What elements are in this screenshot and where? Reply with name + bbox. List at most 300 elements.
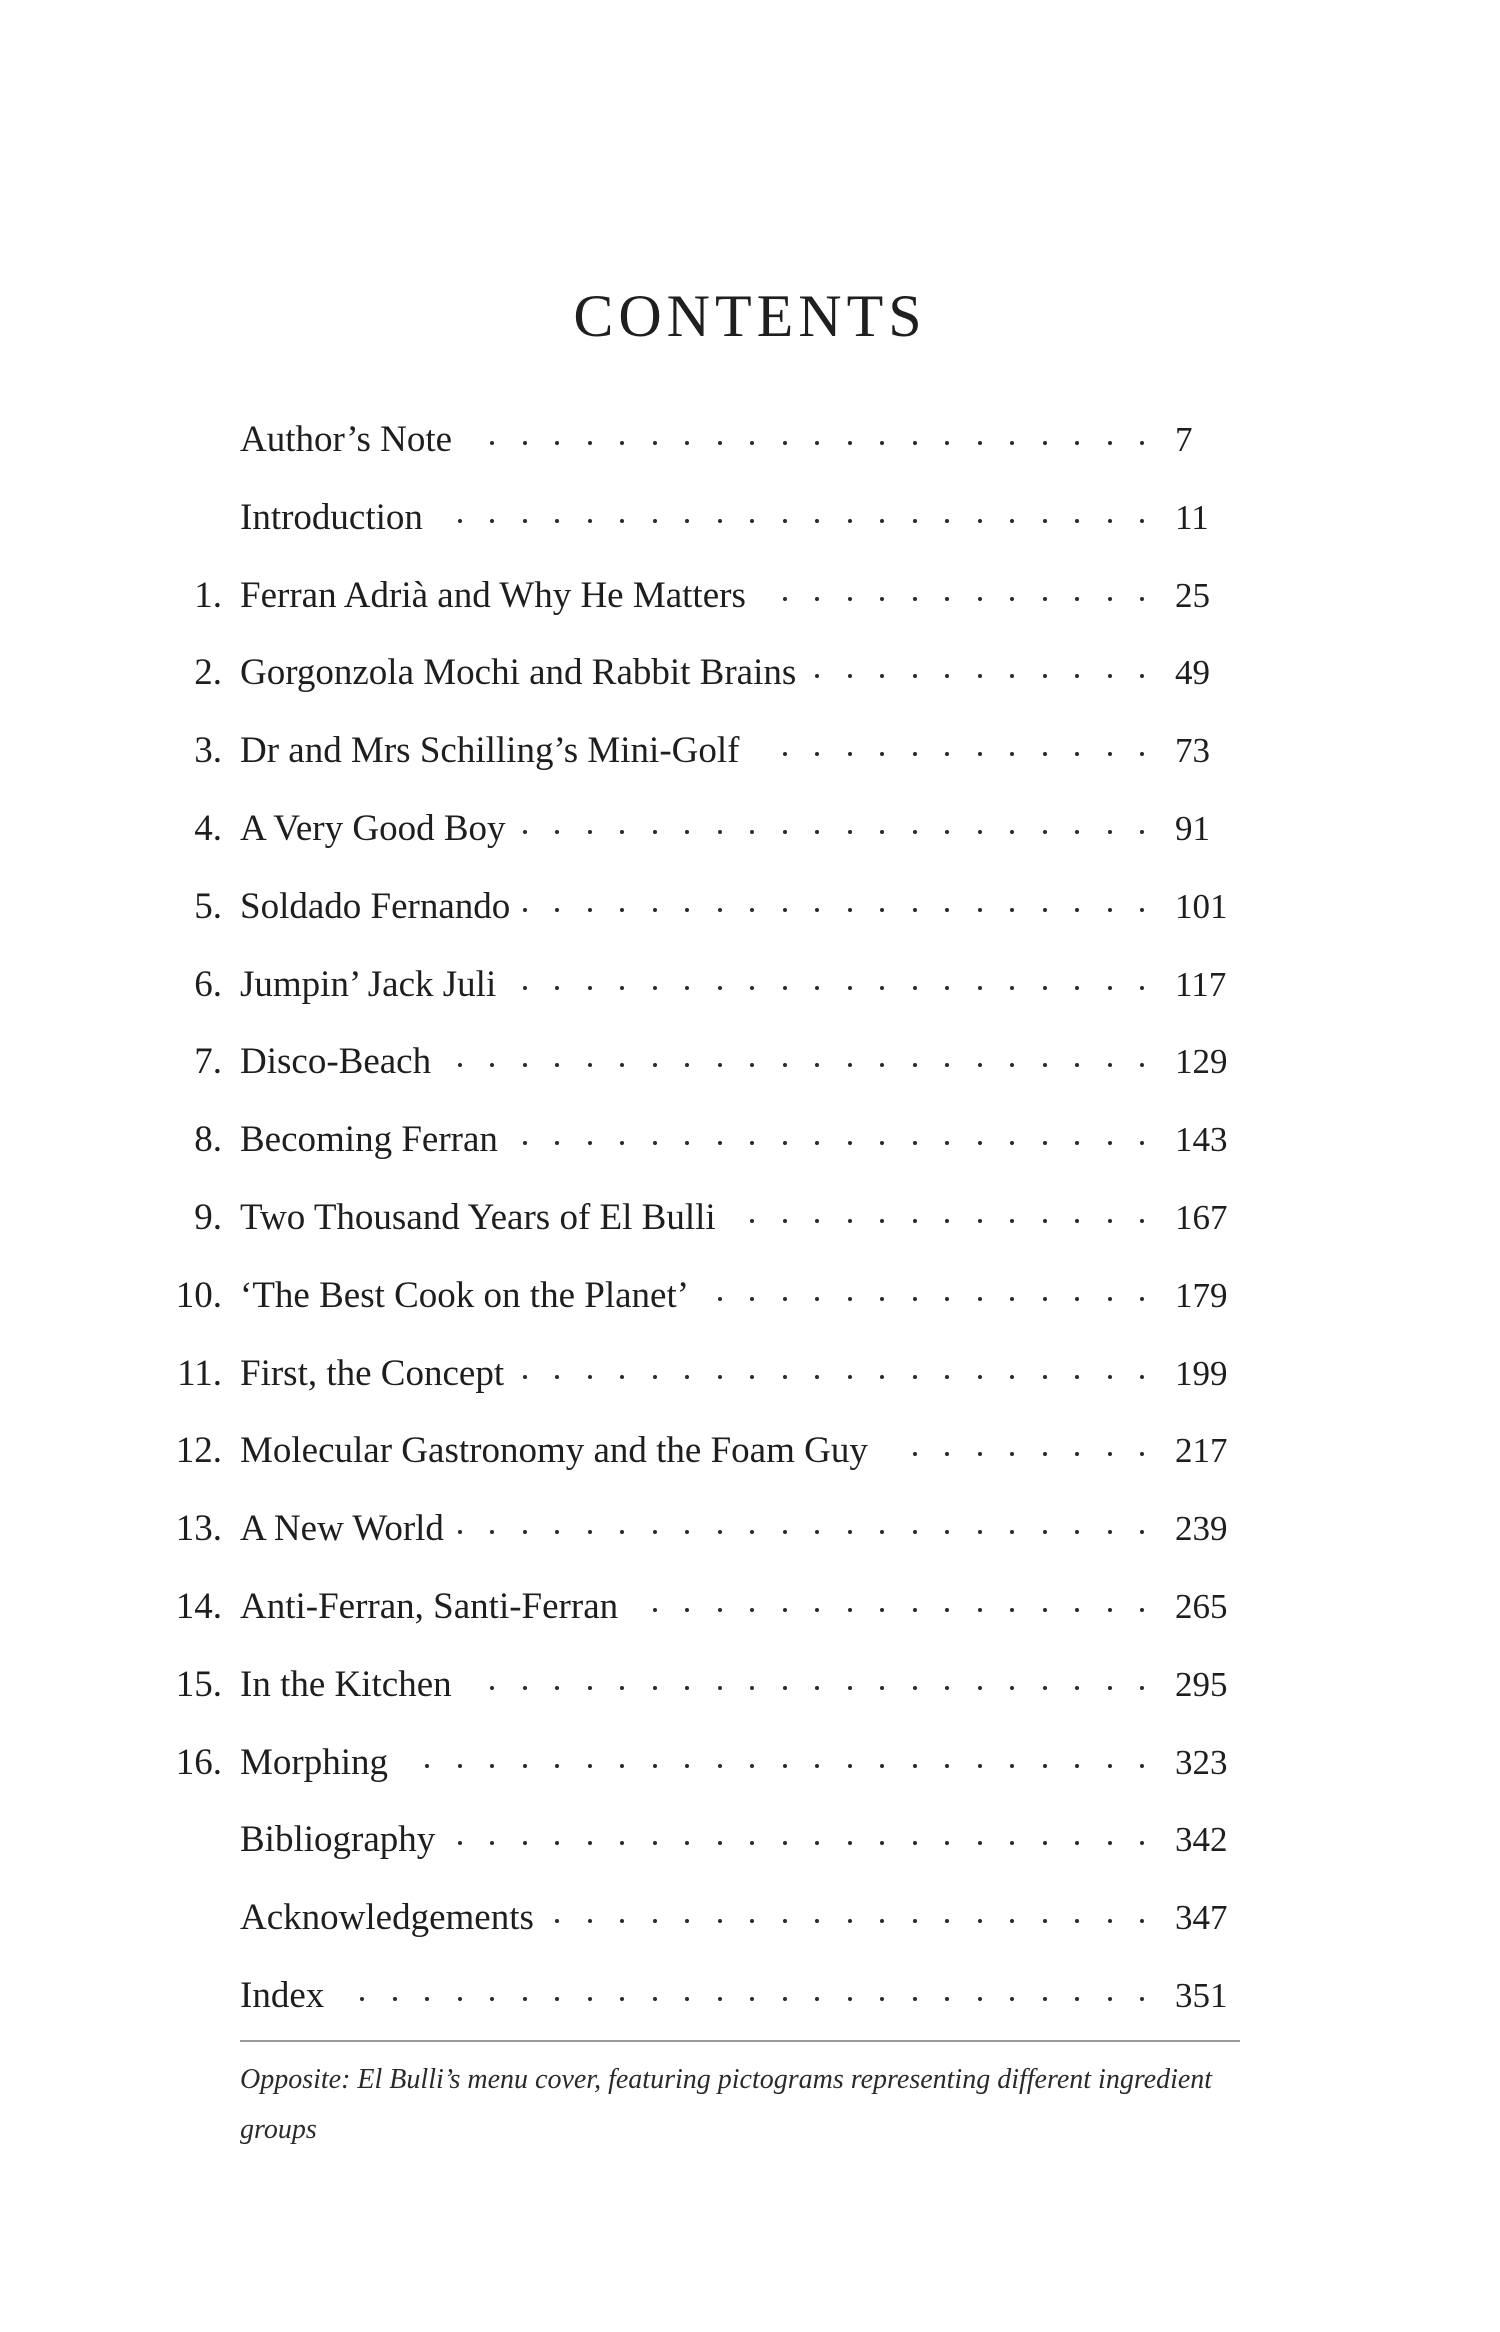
leader-dot bbox=[653, 908, 657, 912]
chapter-title: A New World bbox=[240, 1508, 444, 1550]
leader-dot bbox=[1108, 1608, 1112, 1612]
leader-dot bbox=[1010, 1841, 1014, 1845]
leader-dot bbox=[1075, 1063, 1079, 1067]
page-number: 143 bbox=[1175, 1120, 1228, 1160]
leader-dot bbox=[1108, 1452, 1112, 1456]
leader-dot bbox=[848, 1919, 852, 1923]
leader-dot bbox=[945, 1530, 949, 1534]
page-number: 11 bbox=[1175, 497, 1209, 537]
toc-entry bbox=[0, 950, 1500, 1020]
leader-dot bbox=[1010, 1530, 1014, 1534]
toc-entry bbox=[0, 1883, 1500, 1953]
caption-divider bbox=[240, 2040, 1240, 2042]
leader-dot bbox=[945, 1219, 949, 1223]
leader-dot bbox=[1108, 908, 1112, 912]
leader-dot bbox=[750, 1375, 754, 1379]
page-number: 49 bbox=[1175, 653, 1210, 693]
leader-dot bbox=[1075, 597, 1079, 601]
page-number: 91 bbox=[1175, 809, 1210, 848]
leader-dot bbox=[848, 1764, 852, 1768]
leader-dot bbox=[783, 1608, 787, 1612]
leader-dot bbox=[783, 441, 787, 445]
dot-leader bbox=[0, 1650, 1500, 1720]
leader-dot bbox=[1010, 830, 1014, 834]
leader-dot bbox=[523, 1997, 527, 2001]
leader-dot bbox=[620, 830, 624, 834]
leader-dot bbox=[425, 1764, 429, 1768]
page-number: 117 bbox=[1175, 964, 1227, 1004]
leader-dot bbox=[815, 1530, 819, 1534]
leader-dot bbox=[913, 986, 917, 990]
leader-dot bbox=[653, 830, 657, 834]
leader-dot bbox=[1075, 1530, 1079, 1534]
leader-dot bbox=[913, 1063, 917, 1067]
chapter-title: Soldado Fernando bbox=[240, 885, 511, 927]
leader-dot bbox=[523, 1141, 527, 1145]
leader-dot bbox=[620, 1997, 624, 2001]
leader-dot bbox=[880, 597, 884, 601]
leader-dot bbox=[913, 1841, 917, 1845]
leader-dot bbox=[848, 986, 852, 990]
page-number: 217 bbox=[1175, 1431, 1228, 1471]
leader-dot bbox=[490, 1764, 494, 1768]
leader-dot bbox=[1108, 1997, 1112, 2001]
leader-dot bbox=[1043, 1997, 1047, 2001]
leader-dot bbox=[880, 1297, 884, 1301]
chapter-title: Introduction bbox=[240, 496, 423, 538]
chapter-number: 3. bbox=[194, 730, 222, 772]
leader-dot bbox=[588, 1841, 592, 1845]
leader-dot bbox=[880, 519, 884, 523]
leader-dot bbox=[1010, 1997, 1014, 2001]
leader-dot bbox=[1140, 1375, 1144, 1379]
leader-dot bbox=[588, 1063, 592, 1067]
leader-dot bbox=[815, 1297, 819, 1301]
leader-dot bbox=[815, 1764, 819, 1768]
leader-dot bbox=[978, 1686, 982, 1690]
leader-dot bbox=[718, 519, 722, 523]
leader-dot bbox=[815, 830, 819, 834]
dot-leader bbox=[0, 1572, 1500, 1642]
page-number: 73 bbox=[1175, 731, 1210, 771]
leader-dot bbox=[490, 1530, 494, 1534]
leader-dot bbox=[718, 1686, 722, 1690]
leader-dot bbox=[783, 597, 787, 601]
leader-dot bbox=[978, 1764, 982, 1768]
leader-dot bbox=[458, 1841, 462, 1845]
leader-dot bbox=[978, 830, 982, 834]
leader-dot bbox=[978, 986, 982, 990]
chapter-title: Anti-Ferran, Santi-Ferran bbox=[240, 1586, 619, 1627]
leader-dot bbox=[1010, 908, 1014, 912]
leader-dot bbox=[653, 519, 657, 523]
leader-dot bbox=[718, 1063, 722, 1067]
leader-dot bbox=[815, 1919, 819, 1923]
leader-dot bbox=[620, 1919, 624, 1923]
leader-dot bbox=[653, 1063, 657, 1067]
leader-dot bbox=[880, 674, 884, 678]
chapter-number: 16. bbox=[175, 1741, 222, 1783]
leader-dot bbox=[685, 1841, 689, 1845]
toc-entry bbox=[0, 638, 1500, 708]
leader-dot bbox=[848, 1997, 852, 2001]
leader-dot bbox=[718, 1608, 722, 1612]
leader-dot bbox=[555, 1919, 559, 1923]
leader-dot bbox=[620, 1764, 624, 1768]
leader-dot bbox=[913, 1530, 917, 1534]
toc-entry bbox=[0, 1261, 1500, 1331]
chapter-title: A Very Good Boy bbox=[240, 808, 506, 849]
leader-dot bbox=[783, 752, 787, 756]
leader-dot bbox=[1108, 1841, 1112, 1845]
dot-leader bbox=[0, 716, 1500, 786]
leader-dot bbox=[848, 441, 852, 445]
leader-dot bbox=[1108, 986, 1112, 990]
leader-dot bbox=[718, 1530, 722, 1534]
toc-entry bbox=[0, 483, 1500, 553]
leader-dot bbox=[653, 1608, 657, 1612]
leader-dot bbox=[1043, 597, 1047, 601]
leader-dot bbox=[945, 830, 949, 834]
leader-dot bbox=[653, 1686, 657, 1690]
leader-dot bbox=[913, 674, 917, 678]
leader-dot bbox=[588, 1375, 592, 1379]
leader-dot bbox=[718, 986, 722, 990]
dot-leader bbox=[0, 1183, 1500, 1253]
chapter-number: 10. bbox=[175, 1274, 222, 1316]
leader-dot bbox=[1140, 1297, 1144, 1301]
leader-dot bbox=[718, 830, 722, 834]
toc-entry bbox=[0, 1805, 1500, 1875]
chapter-number: 8. bbox=[194, 1119, 222, 1161]
leader-dot bbox=[848, 1141, 852, 1145]
leader-dot bbox=[848, 1219, 852, 1223]
leader-dot bbox=[815, 986, 819, 990]
leader-dot bbox=[1075, 752, 1079, 756]
leader-dot bbox=[880, 1141, 884, 1145]
chapter-number: 1. bbox=[194, 574, 222, 616]
leader-dot bbox=[1140, 1919, 1144, 1923]
leader-dot bbox=[978, 597, 982, 601]
toc-entry bbox=[0, 1105, 1500, 1175]
leader-dot bbox=[848, 1686, 852, 1690]
leader-dot bbox=[945, 597, 949, 601]
dot-leader bbox=[0, 405, 1500, 475]
dot-leader bbox=[0, 1805, 1500, 1875]
leader-dot bbox=[588, 1530, 592, 1534]
leader-dot bbox=[1075, 441, 1079, 445]
leader-dot bbox=[978, 674, 982, 678]
leader-dot bbox=[945, 1063, 949, 1067]
chapter-title: First, the Concept bbox=[240, 1352, 505, 1394]
leader-dot bbox=[1010, 1452, 1014, 1456]
leader-dot bbox=[1075, 1219, 1079, 1223]
dot-leader bbox=[0, 1339, 1500, 1409]
leader-dot bbox=[393, 1997, 397, 2001]
leader-dot bbox=[1140, 1764, 1144, 1768]
leader-dot bbox=[880, 1375, 884, 1379]
leader-dot bbox=[653, 1841, 657, 1845]
page-number: 25 bbox=[1175, 575, 1210, 615]
leader-dot bbox=[555, 1063, 559, 1067]
leader-dot bbox=[815, 1686, 819, 1690]
leader-dot bbox=[588, 908, 592, 912]
leader-dot bbox=[750, 1997, 754, 2001]
leader-dot bbox=[1010, 597, 1014, 601]
leader-dot bbox=[848, 1063, 852, 1067]
chapter-title: Gorgonzola Mochi and Rabbit Brains bbox=[240, 652, 797, 694]
leader-dot bbox=[1010, 674, 1014, 678]
leader-dot bbox=[1075, 1919, 1079, 1923]
leader-dot bbox=[1108, 441, 1112, 445]
page-number: 101 bbox=[1175, 886, 1228, 926]
leader-dot bbox=[880, 1608, 884, 1612]
leader-dot bbox=[913, 1297, 917, 1301]
leader-dot bbox=[978, 1919, 982, 1923]
leader-dot bbox=[718, 908, 722, 912]
leader-dot bbox=[750, 1608, 754, 1612]
leader-dot bbox=[1075, 1141, 1079, 1145]
leader-dot bbox=[555, 1375, 559, 1379]
leader-dot bbox=[848, 752, 852, 756]
dot-leader bbox=[0, 950, 1500, 1020]
chapter-title: Molecular Gastronomy and the Foam Guy bbox=[240, 1430, 868, 1472]
leader-dot bbox=[750, 1219, 754, 1223]
leader-dot bbox=[783, 908, 787, 912]
leader-dot bbox=[718, 1141, 722, 1145]
leader-dot bbox=[1140, 441, 1144, 445]
leader-dot bbox=[653, 1919, 657, 1923]
page-number: 199 bbox=[1175, 1353, 1228, 1393]
leader-dot bbox=[978, 752, 982, 756]
leader-dot bbox=[783, 1530, 787, 1534]
leader-dot bbox=[913, 441, 917, 445]
leader-dot bbox=[1010, 1375, 1014, 1379]
leader-dot bbox=[588, 1686, 592, 1690]
leader-dot bbox=[555, 830, 559, 834]
chapter-number: 12. bbox=[175, 1430, 222, 1472]
leader-dot bbox=[978, 1997, 982, 2001]
leader-dot bbox=[653, 1530, 657, 1534]
leader-dot bbox=[718, 1997, 722, 2001]
leader-dot bbox=[1043, 752, 1047, 756]
page-number: 265 bbox=[1175, 1587, 1228, 1626]
leader-dot bbox=[783, 830, 787, 834]
leader-dot bbox=[685, 1997, 689, 2001]
leader-dot bbox=[783, 1219, 787, 1223]
leader-dot bbox=[750, 1764, 754, 1768]
leader-dot bbox=[1043, 1297, 1047, 1301]
leader-dot bbox=[880, 1219, 884, 1223]
leader-dot bbox=[685, 1608, 689, 1612]
leader-dot bbox=[815, 1141, 819, 1145]
dot-leader bbox=[0, 1728, 1500, 1798]
leader-dot bbox=[848, 1841, 852, 1845]
chapter-number: 14. bbox=[175, 1586, 222, 1627]
leader-dot bbox=[913, 597, 917, 601]
leader-dot bbox=[458, 1063, 462, 1067]
leader-dot bbox=[848, 1375, 852, 1379]
leader-dot bbox=[945, 752, 949, 756]
leader-dot bbox=[913, 1452, 917, 1456]
leader-dot bbox=[1108, 1297, 1112, 1301]
chapter-title: Becoming Ferran bbox=[240, 1119, 498, 1161]
leader-dot bbox=[588, 441, 592, 445]
leader-dot bbox=[913, 1764, 917, 1768]
chapter-title: Ferran Adrià and Why He Matters bbox=[240, 574, 746, 616]
dot-leader bbox=[0, 1261, 1500, 1331]
leader-dot bbox=[653, 1764, 657, 1768]
leader-dot bbox=[1043, 1764, 1047, 1768]
leader-dot bbox=[1010, 1608, 1014, 1612]
leader-dot bbox=[1043, 1063, 1047, 1067]
chapter-title: Bibliography bbox=[240, 1819, 436, 1861]
leader-dot bbox=[620, 908, 624, 912]
leader-dot bbox=[783, 1841, 787, 1845]
leader-dot bbox=[685, 1141, 689, 1145]
leader-dot bbox=[718, 1764, 722, 1768]
leader-dot bbox=[718, 441, 722, 445]
leader-dot bbox=[425, 1997, 429, 2001]
leader-dot bbox=[685, 1063, 689, 1067]
leader-dot bbox=[978, 1219, 982, 1223]
leader-dot bbox=[718, 1919, 722, 1923]
leader-dot bbox=[880, 1063, 884, 1067]
leader-dot bbox=[653, 986, 657, 990]
leader-dot bbox=[1108, 830, 1112, 834]
leader-dot bbox=[1075, 1375, 1079, 1379]
leader-dot bbox=[1108, 597, 1112, 601]
leader-dot bbox=[718, 1297, 722, 1301]
leader-dot bbox=[653, 1375, 657, 1379]
leader-dot bbox=[880, 908, 884, 912]
leader-dot bbox=[490, 1063, 494, 1067]
leader-dot bbox=[945, 1686, 949, 1690]
leader-dot bbox=[685, 1530, 689, 1534]
leader-dot bbox=[620, 986, 624, 990]
leader-dot bbox=[1140, 1063, 1144, 1067]
chapter-number: 11. bbox=[177, 1352, 222, 1394]
leader-dot bbox=[1043, 830, 1047, 834]
leader-dot bbox=[490, 1841, 494, 1845]
leader-dot bbox=[945, 1919, 949, 1923]
leader-dot bbox=[978, 1841, 982, 1845]
leader-dot bbox=[815, 1841, 819, 1845]
leader-dot bbox=[1140, 1452, 1144, 1456]
leader-dot bbox=[750, 1686, 754, 1690]
chapter-number: 9. bbox=[194, 1197, 222, 1238]
page-number: 295 bbox=[1175, 1664, 1228, 1704]
toc-entry bbox=[0, 794, 1500, 864]
dot-leader bbox=[0, 1494, 1500, 1564]
dot-leader bbox=[0, 638, 1500, 708]
leader-dot bbox=[783, 1764, 787, 1768]
leader-dot bbox=[880, 752, 884, 756]
leader-dot bbox=[523, 908, 527, 912]
leader-dot bbox=[523, 1764, 527, 1768]
leader-dot bbox=[1140, 1686, 1144, 1690]
leader-dot bbox=[1140, 908, 1144, 912]
dot-leader bbox=[0, 1027, 1500, 1097]
leader-dot bbox=[523, 441, 527, 445]
page-number: 347 bbox=[1175, 1898, 1228, 1938]
chapter-title: ‘The Best Cook on the Planet’ bbox=[240, 1274, 690, 1316]
leader-dot bbox=[555, 1841, 559, 1845]
leader-dot bbox=[1043, 908, 1047, 912]
leader-dot bbox=[750, 1063, 754, 1067]
chapter-number: 5. bbox=[194, 885, 222, 927]
leader-dot bbox=[588, 519, 592, 523]
leader-dot bbox=[1140, 597, 1144, 601]
page-number: 129 bbox=[1175, 1042, 1228, 1082]
leader-dot bbox=[523, 1063, 527, 1067]
leader-dot bbox=[1075, 1452, 1079, 1456]
leader-dot bbox=[523, 1375, 527, 1379]
leader-dot bbox=[653, 441, 657, 445]
leader-dot bbox=[490, 1686, 494, 1690]
leader-dot bbox=[848, 830, 852, 834]
leader-dot bbox=[1043, 519, 1047, 523]
leader-dot bbox=[945, 1608, 949, 1612]
toc-entry bbox=[0, 716, 1500, 786]
leader-dot bbox=[848, 1530, 852, 1534]
leader-dot bbox=[1075, 1297, 1079, 1301]
chapter-title: Author’s Note bbox=[240, 419, 453, 460]
leader-dot bbox=[653, 1141, 657, 1145]
leader-dot bbox=[1140, 986, 1144, 990]
leader-dot bbox=[1140, 830, 1144, 834]
leader-dot bbox=[783, 1997, 787, 2001]
leader-dot bbox=[1075, 519, 1079, 523]
leader-dot bbox=[620, 1530, 624, 1534]
leader-dot bbox=[750, 830, 754, 834]
chapter-number: 7. bbox=[194, 1041, 222, 1083]
leader-dot bbox=[523, 1530, 527, 1534]
leader-dot bbox=[815, 1608, 819, 1612]
leader-dot bbox=[783, 1141, 787, 1145]
leader-dot bbox=[815, 441, 819, 445]
leader-dot bbox=[1075, 1841, 1079, 1845]
leader-dot bbox=[815, 1997, 819, 2001]
chapter-title: Acknowledgements bbox=[240, 1897, 534, 1939]
chapter-number: 15. bbox=[175, 1663, 222, 1705]
leader-dot bbox=[978, 1063, 982, 1067]
leader-dot bbox=[815, 1063, 819, 1067]
leader-dot bbox=[523, 519, 527, 523]
chapter-title: Morphing bbox=[240, 1741, 388, 1783]
toc-entry bbox=[0, 872, 1500, 942]
leader-dot bbox=[750, 1530, 754, 1534]
leader-dot bbox=[653, 1997, 657, 2001]
leader-dot bbox=[685, 830, 689, 834]
chapter-title: Disco-Beach bbox=[240, 1041, 432, 1083]
leader-dot bbox=[1140, 519, 1144, 523]
leader-dot bbox=[783, 1297, 787, 1301]
leader-dot bbox=[1043, 674, 1047, 678]
leader-dot bbox=[945, 1375, 949, 1379]
leader-dot bbox=[555, 1141, 559, 1145]
leader-dot bbox=[880, 1530, 884, 1534]
dot-leader bbox=[0, 794, 1500, 864]
leader-dot bbox=[620, 441, 624, 445]
leader-dot bbox=[523, 830, 527, 834]
leader-dot bbox=[978, 1452, 982, 1456]
leader-dot bbox=[555, 519, 559, 523]
leader-dot bbox=[750, 1841, 754, 1845]
leader-dot bbox=[848, 597, 852, 601]
leader-dot bbox=[1075, 1764, 1079, 1768]
dot-leader bbox=[0, 561, 1500, 631]
